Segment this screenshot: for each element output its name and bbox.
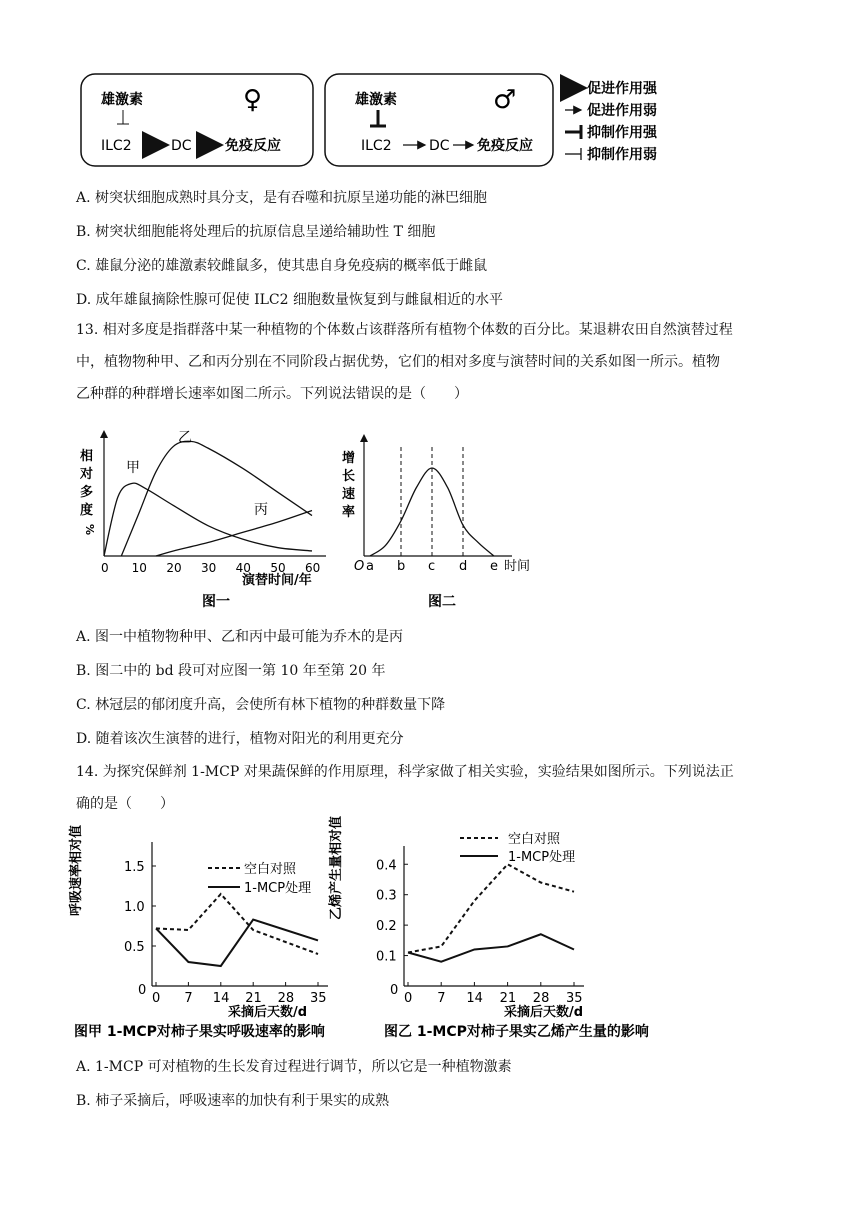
fig3-origin: 0 [138,983,147,998]
fig1-series-label-2: 丙 [254,502,268,518]
male-response: 免疫反应 [477,138,533,154]
q14-option-a: A. 1-MCP 可对植物的生长发育过程进行调节，所以它是一种植物激素 [76,1059,512,1075]
fig3-xtick-14: 14 [212,991,230,1006]
male-dc: DC [429,138,450,154]
fig4-xtick-28: 28 [532,991,550,1006]
fig2-ylabel-1: 增 [342,451,356,466]
q13-line2: 中，植物物种甲、乙和丙分别在不同阶段占据优势，它们的相对多度与演替时间的关系如图一所示。植物 [76,354,720,370]
immune-diagram [75,70,715,170]
fig3-ytick-0: 0.5 [124,940,145,955]
fig4-title: 图乙 1-MCP对柿子果实乙烯产生量的影响 [384,1024,649,1040]
fig4-xtick-35: 35 [566,991,583,1006]
q13-option-b: B. 图二中的 bd 段可对应图一第 10 年至第 20 年 [76,663,386,679]
fig2-title: 图二 [428,594,456,610]
fig1-xtick-2: 20 [166,561,182,575]
fig4-xtick-21: 21 [499,991,517,1006]
q14-option-b: B. 柿子采摘后，呼吸速率的加快有利于果实的成熟 [76,1093,390,1109]
fig2-xtick-a: a [366,559,374,574]
q13-stem [76,314,776,410]
figure-1-chart [76,424,346,614]
fig1-title: 图一 [202,594,230,610]
q13-option-a: A. 图一中植物物种甲、乙和丙中最可能为乔木的是丙 [76,629,404,645]
male-ilc2: ILC2 [361,138,392,154]
legend-inhibit-weak: 抑制作用弱 [587,147,657,163]
fig1-xtick-0: 0 [101,561,109,575]
fig2-xtick-d: d [459,559,468,574]
fig1-series-label-1: 乙 [178,430,192,446]
fig4-xtick-7: 7 [437,991,446,1006]
legend [565,80,658,163]
fig2-xtick-c: c [428,559,436,574]
q14-line2: 确的是（ ） [76,796,174,812]
male-hormone: 雄激素 [355,92,397,108]
fig1-ylabel-5: % [83,524,96,536]
fig2-xlabel: 时间 [504,559,531,574]
fig2-xtick-b: b [397,559,406,574]
fig4-origin: 0 [390,983,399,998]
fig4-ytick-2: 0.3 [376,888,397,904]
female-ilc2: ILC2 [101,138,132,154]
fig3-series-0 [156,894,318,954]
q12-option-c: C. 雄鼠分泌的雄激素较雌鼠多，使其患自身免疫病的概率低于雌鼠 [76,258,488,274]
q14-line1: 14. 为探究保鲜剂 1-MCP 对果蔬保鲜的作用原理，科学家做了相关实验，实验结果如图所示。下列说法正 [76,764,734,780]
q12-option-d: D. 成年雄鼠摘除性腺可促使 ILC2 细胞数量恢复到与雌鼠相近的水平 [76,292,503,308]
fig2-origin: O [354,559,365,574]
fig3-legend-control: 空白对照 [244,862,297,877]
fig4-legend-control: 空白对照 [508,832,561,847]
legend-inhibit-strong: 抑制作用强 [587,125,657,141]
fig1-ylabel-2: 对 [80,467,94,482]
fig4-series-0 [408,864,574,952]
fig4-ytick-3: 0.4 [376,858,397,874]
fig4-legend-mcp: 1-MCP处理 [508,850,576,865]
fig3-xlabel: 采摘后天数/d [228,1005,308,1020]
figure-2-chart [336,424,546,614]
fig1-xtick-6: 60 [305,561,321,575]
q14-stem [76,756,776,820]
legend-promote-strong: 促进作用强 [587,81,657,97]
male-symbol: ♂ [493,85,517,115]
fig3-series-1 [156,920,318,966]
fig4-ytick-1: 0.2 [376,919,397,935]
fig4-ylabel: 乙烯产生量相对值 [329,815,344,920]
q12-option-b: B. 树突状细胞能将处理后的抗原信息呈递给辅助性 T 细胞 [76,224,436,240]
q12-option-a: A. 树突状细胞成熟时具分支，是有吞噬和抗原呈递功能的淋巴细胞 [76,190,488,206]
fig2-ylabel-2: 长 [342,469,356,484]
fig3-legend-mcp: 1-MCP处理 [244,881,312,896]
fig1-xtick-1: 10 [131,561,147,575]
fig4-ytick-0: 0.1 [376,949,397,965]
fig3-xtick-28: 28 [277,991,295,1006]
fig1-ylabel-4: 度 [80,503,94,518]
fig1-ylabel-1: 相 [80,449,94,464]
fig2-xtick-e: e [490,559,498,574]
fig4-xtick-0: 0 [404,991,413,1006]
fig3-xtick-7: 7 [184,991,193,1006]
fig1-xtick-5: 50 [270,561,286,575]
fig3-ylabel: 呼吸速率相对值 [69,824,84,916]
female-hormone: 雄激素 [101,92,143,108]
legend-promote-weak: 促进作用弱 [587,103,657,119]
fig3-ytick-1: 1.0 [124,900,145,915]
fig4-xtick-14: 14 [466,991,483,1006]
fig3-xtick-0: 0 [152,991,161,1006]
q13-option-d: D. 随着该次生演替的进行，植物对阳光的利用更充分 [76,731,404,747]
fig1-ylabel-3: 多 [80,485,94,500]
fig1-series-1 [121,441,312,556]
q13-option-c: C. 林冠层的郁闭度升高，会使所有林下植物的种群数量下降 [76,697,446,713]
q13-line1: 13. 相对多度是指群落中某一种植物的个体数占该群落所有植物个体数的百分比。某退耕农田自然演替过程 [76,322,733,338]
fig1-xtick-3: 30 [201,561,217,575]
fig1-xlabel: 演替时间/年 [242,573,312,588]
fig3-xtick-21: 21 [245,991,262,1006]
fig3-ytick-2: 1.5 [124,860,145,875]
female-response: 免疫反应 [225,138,281,154]
figure-yi-chart [329,815,684,1042]
fig3-xtick-35: 35 [310,991,327,1006]
fig4-xlabel: 采摘后天数/d [504,1005,584,1020]
fig1-xtick-4: 40 [235,561,251,575]
fig1-series-label-0: 甲 [126,460,140,476]
female-dc: DC [171,138,192,154]
fig2-ylabel-4: 率 [342,505,356,520]
fig3-title: 图甲 1-MCP对柿子果实呼吸速率的影响 [74,1024,325,1040]
q13-line3: 乙种群的种群增长速率如图二所示。下列说法错误的是（ ） [76,386,468,402]
fig2-ylabel-3: 速 [342,487,356,502]
female-symbol: ♀ [243,85,263,115]
fig4-series-1 [408,934,574,961]
